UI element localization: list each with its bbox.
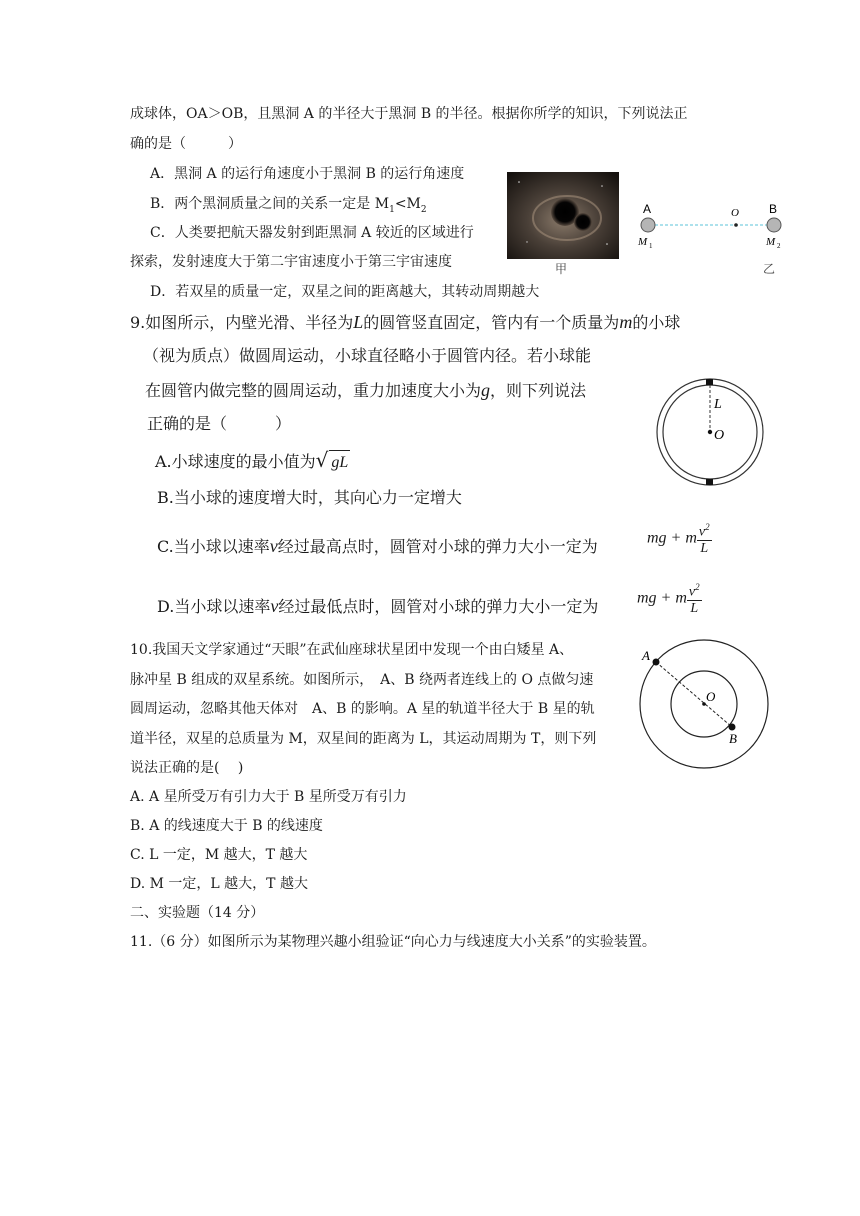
q10-stem-line4: 道半径，双星的总质量为 M，双星间的距离为 L，其运动周期为 T，则下列 — [130, 731, 597, 747]
q9-option-d-formula — [637, 580, 702, 616]
fraction-numerator — [687, 580, 702, 601]
q9-stem-line3 — [145, 378, 586, 403]
q10-option-b: B. A 的线速度大于 B 的线速度 — [130, 818, 323, 834]
circular-tube-diagram — [655, 377, 765, 487]
label-o: O — [706, 689, 716, 704]
q9-option-c-var-v: v — [269, 536, 278, 556]
label-m1-sub: 1 — [649, 242, 653, 250]
q8-option-d: D．若双星的质量一定，双星之间的距离越大，其转动周期越大 — [150, 284, 540, 300]
formula-fraction — [687, 580, 702, 616]
figure-yi-caption: 乙 — [763, 262, 776, 276]
q8-option-c-line2: 探索，发射速度大于第二宇宙速度小于第三宇宙速度 — [130, 254, 452, 270]
q9-option-a — [155, 448, 350, 475]
label-o: O — [731, 207, 739, 219]
q10-stem-line5: 说法正确的是( ) — [130, 760, 244, 776]
fraction-numerator — [697, 520, 712, 541]
label-o: O — [714, 428, 725, 443]
fraction-v: v — [698, 524, 706, 540]
fraction-exponent: 2 — [705, 522, 710, 532]
q9-option-c-text-b: 经过最高点时，圆管对小球的弹力大小一定为 — [277, 537, 598, 556]
fraction-exponent: 2 — [695, 582, 700, 592]
q9-stem-text-e: ，则下列说法 — [490, 381, 587, 400]
q9-option-a-text: A.小球速度的最小值为 — [155, 452, 316, 471]
q9-var-l: L — [353, 312, 364, 332]
q9-option-a-radicand: gL — [329, 450, 350, 475]
label-m1: M — [638, 236, 648, 248]
q9-stem-text-d: 在圆管内做完整的圆周运动，重力加速度大小为 — [145, 381, 482, 400]
q9-stem-text-b: 的圆管竖直固定，管内有一个质量为 — [363, 313, 620, 332]
q8-option-a: A．黑洞 A 的运行角速度小于黑洞 B 的运行角速度 — [150, 166, 465, 182]
q8-stem-line1: 成球体，OA＞OB，且黑洞 A 的半径大于黑洞 B 的半径。根据你所学的知识，下列说法正 — [130, 106, 688, 122]
figure-jia-caption: 甲 — [555, 262, 568, 276]
fraction-denominator: L — [690, 600, 699, 616]
q9-option-d-text-a: D.当小球以速率 — [157, 597, 271, 616]
fraction-denominator: L — [700, 540, 709, 556]
label-l: L — [714, 397, 722, 412]
q9-option-c — [157, 534, 598, 559]
label-a: A — [642, 648, 650, 663]
q10-stem-line3: 圆周运动，忽略其他天体对 A、B 的影响。A 星的轨道半径大于 B 星的轨 — [130, 701, 595, 717]
label-m2: M — [766, 236, 776, 248]
q9-option-c-text-a: C.当小球以速率 — [157, 537, 270, 556]
formula-fraction — [697, 520, 712, 556]
q8-option-b-sub1: 1 — [389, 204, 395, 215]
q9-option-b: B.当小球的速度增大时，其向心力一定增大 — [157, 488, 462, 507]
fraction-v: v — [688, 584, 696, 600]
q10-option-c: C. L 一定，M 越大，T 越大 — [130, 847, 308, 863]
formula-text: mg + m — [647, 529, 697, 547]
q10-option-a: A. A 星所受万有引力大于 B 星所受万有引力 — [130, 789, 407, 805]
q9-stem-line4: 正确的是（ ） — [147, 414, 292, 433]
q10-stem-line1: 10.我国天文学家通过“天眼”在武仙座球状星团中发现一个由白矮星 A、 — [130, 642, 574, 658]
q9-option-d-text-b: 经过最低点时，圆管对小球的弹力大小一定为 — [278, 597, 599, 616]
binary-masses-diagram — [630, 196, 790, 256]
q9-option-d-var-v: v — [270, 596, 279, 616]
binary-orbit-diagram — [637, 637, 771, 771]
section-heading-experiments: 二、实验题（14 分） — [130, 905, 265, 921]
q8-option-c-line1: C．人类要把航天器发射到距黑洞 A 较近的区域进行 — [150, 225, 474, 241]
q8-option-b-sub2: 2 — [420, 204, 427, 215]
label-a: A — [643, 202, 652, 216]
q10-option-d: D. M 一定，L 越大，T 越大 — [130, 876, 308, 892]
q8-option-b-mid: <M — [394, 196, 421, 212]
black-hole-photo — [507, 172, 619, 259]
label-b: B — [769, 202, 778, 216]
q9-stem-text-a: 9.如图所示，内壁光滑、半径为 — [130, 313, 354, 332]
q9-option-d — [157, 594, 598, 619]
q10-stem-line2: 脉冲星 B 组成的双星系统。如图所示， A、B 绕两者连线上的 O 点做匀速 — [130, 672, 594, 688]
q8-option-b-text: B．两个黑洞质量之间的关系一定是 M — [150, 196, 390, 212]
q9-var-m: m — [619, 312, 633, 332]
q9-option-c-formula — [647, 520, 712, 556]
label-m2-sub: 2 — [777, 242, 781, 250]
label-b: B — [729, 731, 737, 746]
q9-stem-text-c: 的小球 — [632, 313, 681, 332]
q9-var-g: g — [481, 380, 491, 400]
q8-stem-line2: 确的是（ ） — [130, 136, 242, 152]
q11-stem: 11.（6 分）如图所示为某物理兴趣小组验证“向心力与线速度大小关系”的实验装置。 — [130, 934, 656, 950]
sqrt-sign: √ — [315, 448, 329, 472]
q8-option-b — [150, 194, 427, 220]
q9-stem-line2: （视为质点）做圆周运动，小球直径略小于圆管内径。若小球能 — [143, 346, 592, 365]
formula-text: mg + m — [637, 589, 687, 607]
q9-stem-line1 — [130, 310, 680, 335]
